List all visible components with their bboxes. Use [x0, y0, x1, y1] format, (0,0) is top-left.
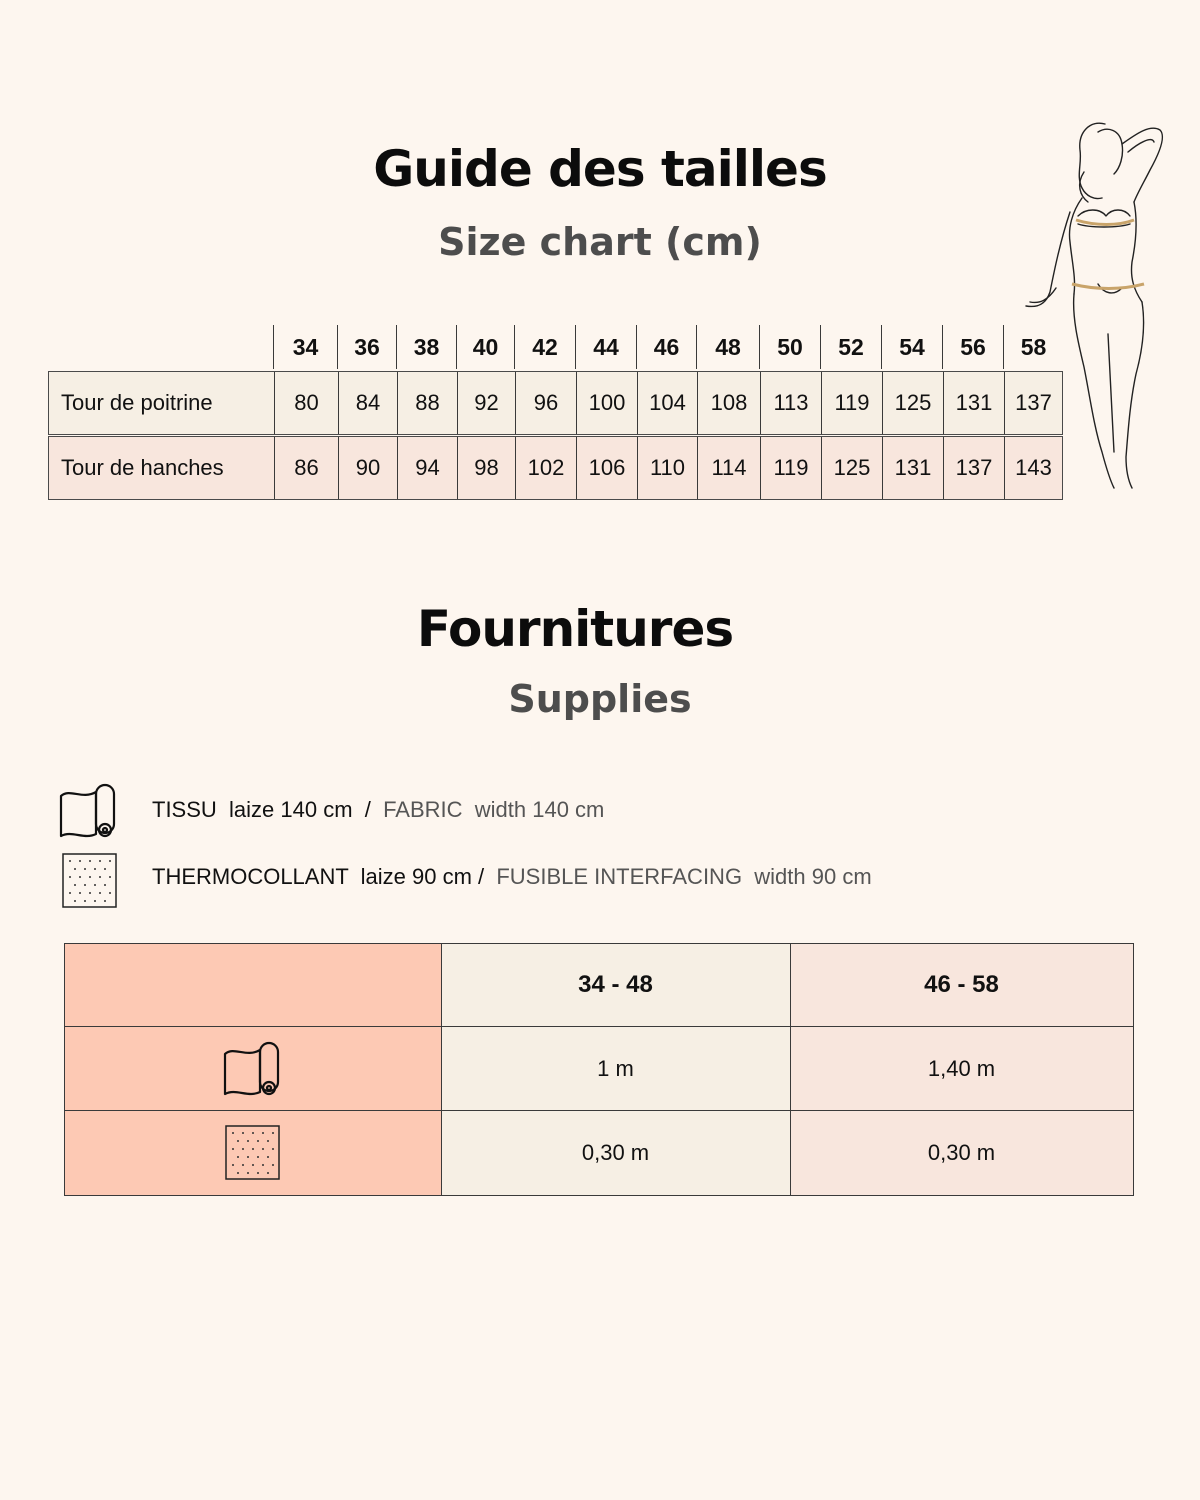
- table-cell: 114: [697, 437, 760, 499]
- table-cell: 96: [515, 372, 576, 434]
- table-cell: 137: [943, 437, 1004, 499]
- column-header: 34 - 48: [578, 971, 653, 998]
- table-cell: 102: [515, 437, 576, 499]
- size-header: 50: [759, 325, 820, 369]
- column-header: 46 - 58: [924, 971, 999, 998]
- size-header: 46: [636, 325, 696, 369]
- size-header-row: [273, 325, 1063, 369]
- table-cell: 1,40 m: [927, 1055, 996, 1081]
- table-cell: 106: [576, 437, 637, 499]
- size-header: 36: [337, 325, 396, 369]
- fabric-roll-icon: [222, 1040, 284, 1098]
- table-cell: 86: [274, 437, 338, 499]
- size-header: 38: [396, 325, 456, 369]
- fabric-roll-icon: [58, 782, 120, 840]
- supplies-table: [64, 943, 1134, 1196]
- size-header: 58: [1003, 325, 1063, 369]
- table-cell: 131: [943, 372, 1004, 434]
- size-guide-subtitle: Size chart (cm): [438, 220, 762, 264]
- size-header: 34: [273, 325, 337, 369]
- size-header: 40: [456, 325, 514, 369]
- size-header: 42: [514, 325, 575, 369]
- supply-line-fabric: [152, 797, 604, 823]
- table-cell: 80: [274, 372, 338, 434]
- row-icon-cell: [65, 1111, 441, 1195]
- table-row-bust: [48, 371, 1063, 435]
- supply-line-interfacing: [152, 864, 872, 890]
- table-cell: 137: [1004, 372, 1062, 434]
- table-row-hips: [48, 436, 1063, 500]
- table-cell: 125: [821, 437, 882, 499]
- size-header: 54: [881, 325, 942, 369]
- table-cell: 84: [338, 372, 397, 434]
- size-header: 44: [575, 325, 636, 369]
- table-cell: 131: [882, 437, 943, 499]
- interfacing-icon: [62, 853, 118, 909]
- size-header: 52: [820, 325, 881, 369]
- row-label: Tour de hanches: [61, 455, 224, 480]
- supply-fabric-en: FABRIC width 140 cm: [383, 797, 605, 822]
- table-cell: 110: [637, 437, 697, 499]
- supply-fabric-fr: TISSU laize 140 cm /: [152, 797, 384, 822]
- table-cell: 100: [576, 372, 637, 434]
- table-cell: 104: [637, 372, 697, 434]
- size-guide-title: Guide des tailles: [373, 140, 827, 198]
- table-cell: 125: [882, 372, 943, 434]
- supply-interfacing-fr: THERMOCOLLANT laize 90 cm /: [152, 864, 491, 889]
- table-cell: 0,30 m: [581, 1140, 650, 1165]
- table-cell: 98: [457, 437, 515, 499]
- table-cell: 90: [338, 437, 397, 499]
- table-cell: 113: [760, 372, 821, 434]
- interfacing-icon: [225, 1125, 281, 1181]
- table-cell: 0,30 m: [927, 1140, 996, 1165]
- size-header: 48: [696, 325, 759, 369]
- table-cell: 88: [397, 372, 457, 434]
- table-cell: 119: [821, 372, 882, 434]
- table-cell: 1 m: [597, 1055, 634, 1081]
- table-cell: 143: [1004, 437, 1062, 499]
- size-header: 56: [942, 325, 1003, 369]
- row-icon-cell: [65, 1027, 441, 1110]
- supply-interfacing-en: FUSIBLE INTERFACING width 90 cm: [490, 864, 872, 889]
- table-cell: 119: [760, 437, 821, 499]
- row-label: Tour de poitrine: [61, 390, 213, 415]
- table-cell: 92: [457, 372, 515, 434]
- supplies-subtitle: Supplies: [508, 677, 692, 721]
- table-cell: 108: [697, 372, 760, 434]
- supplies-title: Fournitures: [416, 600, 734, 658]
- body-silhouette-icon: [1010, 112, 1200, 497]
- table-cell: 94: [397, 437, 457, 499]
